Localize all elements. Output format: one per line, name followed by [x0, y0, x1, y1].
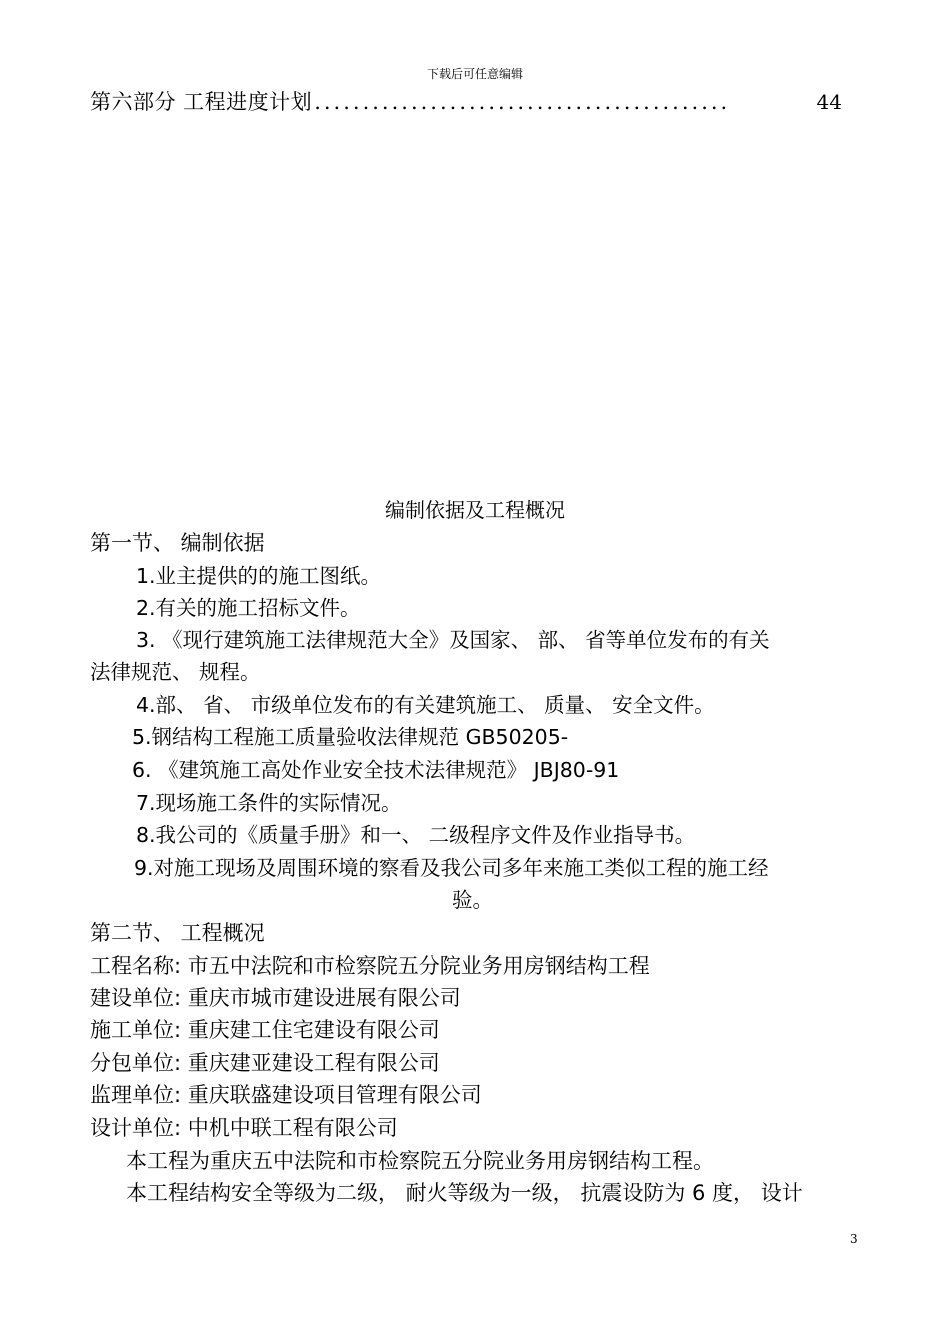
- basis-item: 5.钢结构工程施工质量验收法律规范 GB50205-: [132, 725, 569, 749]
- basis-item: 8.我公司的《质量手册》和一、 二级程序文件及作业指导书。: [136, 823, 696, 847]
- toc-entry-title: 第六部分 工程进度计划: [90, 90, 313, 114]
- section-heading-basis: 第一节、 编制依据: [90, 531, 265, 555]
- basis-item: 6. 《建筑施工高处作业安全技术法律规范》 JBJ80-91: [132, 758, 620, 782]
- supervisor-field: 监理单位: 重庆联盛建设项目管理有限公司: [90, 1083, 482, 1107]
- construction-owner-field: 建设单位: 重庆市城市建设进展有限公司: [90, 986, 461, 1010]
- overview-paragraph: 本工程结构安全等级为二级， 耐火等级为一级， 抗震设防为 6 度， 设计: [126, 1181, 803, 1205]
- basis-item-continuation: 法律规范、 规程。: [90, 660, 261, 684]
- basis-item: 3. 《现行建筑施工法律规范大全》及国家、 部、 省等单位发布的有关: [136, 628, 770, 652]
- overview-paragraph: 本工程为重庆五中法院和市检察院五分院业务用房钢结构工程。: [126, 1149, 714, 1173]
- basis-item: 2.有关的施工招标文件。: [136, 596, 361, 620]
- designer-field: 设计单位: 中机中联工程有限公司: [90, 1116, 398, 1140]
- basis-item: 4.部、 省、 市级单位发布的有关建筑施工、 质量、 安全文件。: [136, 693, 715, 717]
- toc-entry[interactable]: [90, 86, 842, 118]
- basis-item: 7.现场施工条件的实际情况。: [136, 791, 402, 815]
- subcontractor-field: 分包单位: 重庆建亚建设工程有限公司: [90, 1051, 440, 1075]
- contractor-field: 施工单位: 重庆建工住宅建设有限公司: [90, 1018, 440, 1042]
- toc-entry-leader: ...........................................: [314, 90, 731, 114]
- page-number: 3: [850, 1232, 858, 1246]
- project-name-field: 工程名称: 市五中法院和市检察院五分院业务用房钢结构工程: [90, 954, 650, 978]
- section-heading-overview: 第二节、 工程概况: [90, 921, 265, 945]
- document-title: 编制依据及工程概况: [385, 498, 565, 522]
- toc-entry-page: 44: [816, 90, 842, 114]
- basis-item: 9.对施工现场及周围环境的察看及我公司多年来施工类似工程的施工经: [134, 856, 769, 880]
- header-note: 下载后可任意编辑: [426, 67, 523, 81]
- basis-item: 1.业主提供的的施工图纸。: [136, 564, 382, 588]
- basis-item-continuation: 验。: [452, 888, 493, 912]
